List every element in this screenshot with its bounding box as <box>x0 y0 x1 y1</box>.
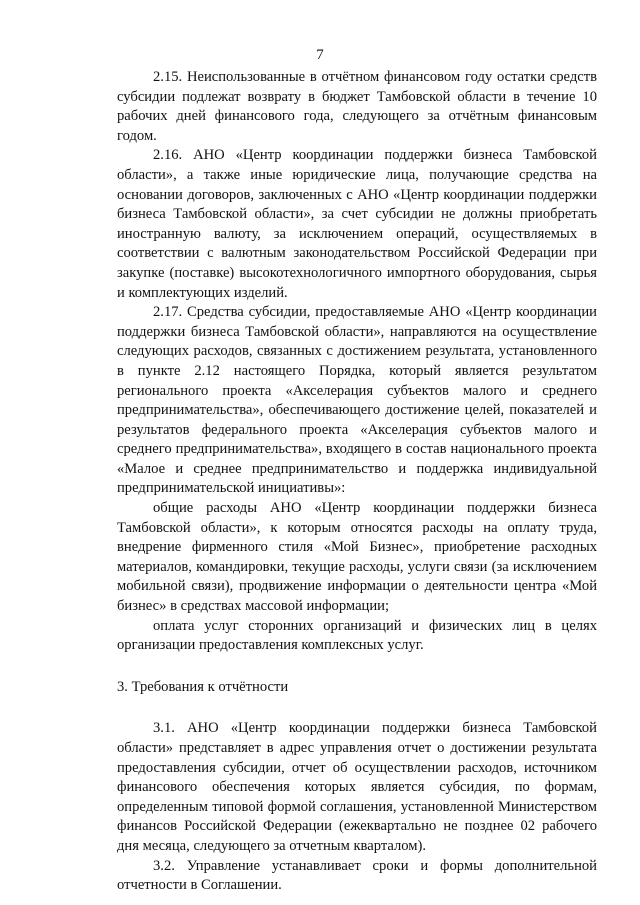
paragraph-3-2: 3.2. Управление устанавливает сроки и формы дополнительной отчетности в Соглашении. <box>117 857 597 894</box>
paragraph-2-16: 2.16. АНО «Центр координации поддержки бизнеса Тамбовской области», а также иные юридические лица, получающие средства на основании договоров, заключенных с АНО «Центр координации поддержки бизнеса Тамбовской области», за счет субсидии не должны приобретать иностранную валюту, за исключением операций, осуществляемых в соответствии с валютным законодательством Российской Федерации при закупке (поставке) высокотехнологичного импортного оборудования, сырья и комплектующих изделий. <box>117 147 597 301</box>
section-heading: 3. Требования к отчётности <box>117 678 289 695</box>
paragraph-3-1: 3.1. АНО «Центр координации поддержки бизнеса Тамбовской области» представляет в адрес управления отчет о достижении результата предоставления субсидии, отчет об осуществлении расходов, источником финансового обеспечения которых является субсидия, по формам, определенным типовой формой соглашения, установленной Министерством финансов Российской Федерации (ежеквартально не позднее 02 рабочего дня месяца, следующего за отчетным кварталом). <box>117 720 597 854</box>
paragraph-2-15: 2.15. Неиспользованные в отчётном финансовом году остатки средств субсидии подлежат возврату в бюджет Тамбовской области в течение 10 рабочих дней финансового года, следующего за отчётным финансовым годом. <box>117 69 597 144</box>
document-body <box>117 68 597 896</box>
paragraph-general-expenses: общие расходы АНО «Центр координации поддержки бизнеса Тамбовской области», к которым относятся расходы на оплату труда, внедрение фирменного стиля «Мой Бизнес», приобретение расходных материалов, командировки, текущие расходы, услуги связи (за исключением мобильной связи), продвижение информации о деятельности центра «Мой бизнес» в средствах массовой информации; <box>117 500 597 615</box>
page-number: 7 <box>316 47 324 63</box>
paragraph-2-17: 2.17. Средства субсидии, предоставляемые АНО «Центр координации поддержки бизнеса Тамбовской области», направляются на осуществление следующих расходов, связанных с достижением результата, установленного в пункте 2.12 настоящего Порядка, который является результатом регионального проекта «Акселерация субъектов малого и среднего предпринимательства», обеспечивающего достижение целей, показателей и результатов федерального проекта «Акселерация субъектов малого и среднего предпринимательства», входящего в состав национального проекта «Малое и среднее предпринимательство и поддержка индивидуальной предпринимательской инициативы»: <box>117 304 597 497</box>
paragraph-third-party-services: оплата услуг сторонних организаций и физических лиц в целях организации предоставления комплексных услуг. <box>117 617 597 654</box>
